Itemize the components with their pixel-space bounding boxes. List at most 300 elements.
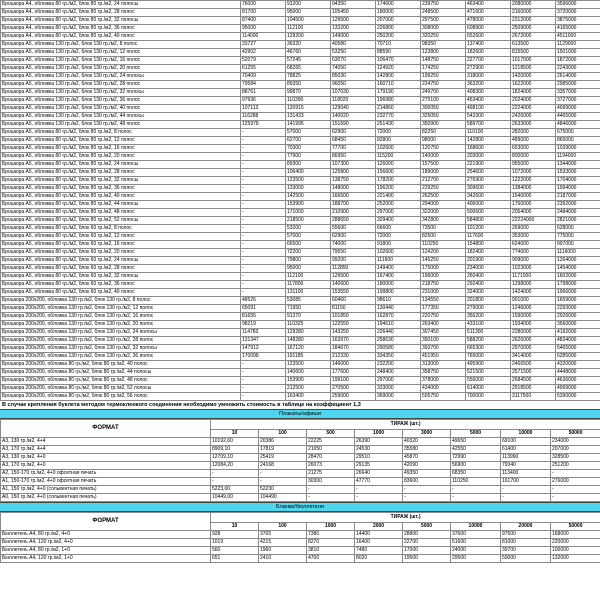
price-cell: 97936 [241,97,286,105]
product-name-cell: Брошюра А5, обложка 80 гр./м2, блок 60 гр./м2, 8 полос [1,225,241,233]
price-cell: 16400 [355,539,403,547]
price-cell: 137400 [466,41,511,49]
price-cell: 196200 [376,185,421,193]
price-cell: 251430 [376,121,421,129]
price-cell: 147912 [241,345,286,353]
quantity-header-cell: 10000 [501,430,551,438]
price-cell: 179190 [376,89,421,97]
price-cell: 86950 [331,153,376,161]
price-cell: 113990 [501,454,551,462]
price-cell: 8909,10 [211,446,259,454]
price-cell: 29510 [355,454,403,462]
quantity-header-cell: 100 [259,430,307,438]
table-row [1,305,600,313]
price-cell: - [241,257,286,265]
price-cell: - [241,385,286,393]
table-row [1,97,600,105]
price-cell: 350100 [421,337,466,345]
price-cell: 334350 [376,353,421,361]
table-row [1,281,600,289]
price-cell: 130440 [376,305,421,313]
price-cell: 652600 [466,33,511,41]
price-cell: 800000 [511,153,556,161]
price-cell: 76000 [241,1,286,9]
product-name-cell: Брошюра 200х200, обложка 80 гр./м2, блок 80 гр./м2, 56 полос [1,393,241,401]
price-cell: 95000 [286,265,331,273]
price-cell: 212500 [286,385,331,393]
price-cell: 70710 [376,41,421,49]
price-cell: 199800 [376,289,421,297]
price-cell: 98000 [421,137,466,145]
price-cell: - [241,393,286,401]
price-cell: 7380 [307,531,355,539]
table-row [1,177,600,185]
price-cell: 297500 [421,17,466,25]
price-cell: 212700 [421,177,466,185]
price-cell: 142500 [286,193,331,201]
price-cell: 20386 [259,438,307,446]
price-cell: 263400 [421,321,466,329]
price-cell: 196980 [376,97,421,105]
product-name-cell: Брошюра 200х200, обложка 80 гр./м2, блок 80 гр./м2, 52 полосы [1,385,241,393]
product-name-cell: Брошюра А5, обложка 130 гр./м2, блок 130 гр./м2, 44 полосы [1,113,241,121]
ballots-format-header: ФОРМАТ [1,513,211,531]
table-row [1,486,600,494]
table-row [1,361,600,369]
product-name-cell: Брошюра А5, обложка 130 гр./м2, блок 130 гр./м2, 12 полос [1,49,241,57]
product-name-cell: Брошюра А5, обложка 130 гр./м2, блок 130 гр./м2, 48 полос [1,121,241,129]
price-cell: 248500 [421,9,466,17]
price-cell: 313000 [421,361,466,369]
product-name-cell: Брошюра А5, обложка 80 гр./м2, блок 60 гр./м2, 24 полосы [1,257,241,265]
price-cell: 140000 [421,153,466,161]
quantity-header-cell: 20000 [501,523,551,531]
price-cell: 1704000 [556,177,600,185]
price-cell: 140600 [286,369,331,377]
table-row [1,1,600,9]
price-cell: 584800 [466,217,511,225]
price-cell: 297000 [376,209,421,217]
price-cell: - [403,486,451,494]
price-cell: 174250 [421,65,466,73]
price-cell: 160710 [376,81,421,89]
table-row [1,555,600,563]
price-cell: 79340 [501,462,551,470]
price-cell: 49350 [403,470,451,478]
price-cell: 45870 [403,454,451,462]
price-cell: 2054000 [511,209,556,217]
price-cell: 614000 [466,385,511,393]
price-cell: 254600 [466,169,511,177]
table-row [1,369,600,377]
price-cell: 269000 [511,225,556,233]
price-cell: 226440 [376,329,421,337]
price-cell: 125800 [331,169,376,177]
price-cell: 2672000 [511,33,556,41]
product-name-cell: А2, 150-170 гр./м2, 4+0 офсетная печать [1,470,211,478]
price-cell: 69100 [501,438,551,446]
table-row [1,233,600,241]
product-name-cell: Брошюра А5, обложка 80 гр./м2, блок 80 гр./м2, 52 полосы [1,217,241,225]
price-cell: 22225 [307,438,355,446]
price-cell: 1194000 [556,153,600,161]
table-row [1,169,600,177]
price-cell: 61255 [241,65,286,73]
price-cell: 325050 [421,113,466,121]
price-cell: 309600 [466,185,511,193]
price-cell: 110325 [286,321,331,329]
price-cell: 77700 [331,145,376,153]
price-cell: - [551,470,600,478]
price-cell: - [241,281,286,289]
price-cell: 102600 [376,145,421,153]
price-cell: 91200 [286,1,331,9]
price-cell: 48526 [241,297,286,305]
table-row [1,329,600,337]
price-cell: 112100 [286,273,331,281]
price-cell: 98219 [241,321,286,329]
table-row [1,89,600,97]
product-name-cell: Брошюра 200х200, обложка 130 гр./м2, блок 130 гр./м2, 16 полос [1,313,241,321]
price-cell: 61400 [501,446,551,454]
product-name-cell: Брошюра А5, обложка 130 гр./м2, блок 130 гр./м2, 36 полос [1,97,241,105]
price-cell: 363200 [466,81,511,89]
price-cell: 356200 [466,313,511,321]
price-cell: 224750 [421,81,466,89]
price-cell: 8020 [355,555,403,563]
price-cell: 434000 [421,385,466,393]
price-cell: 4846000 [556,121,600,129]
price-cell: 300050 [421,105,466,113]
price-cell: 157500 [421,161,466,169]
price-cell: 104500 [286,17,331,25]
quantity-header-cell: 500 [307,430,355,438]
price-cell: 114783 [241,329,286,337]
table-row [1,137,600,145]
table-row [1,49,600,57]
table-row [1,217,600,225]
price-cell: 100000 [551,547,600,555]
product-name-cell: А3, 170 гр./м2, 4+0 [1,462,211,470]
product-name-cell: Брошюра 200х200, обложка 80 гр./м2, блок 80 гр./м2, 48 полос [1,377,241,385]
price-cell: 288650 [331,217,376,225]
price-cell: 1622000 [511,81,556,89]
price-cell: - [241,225,286,233]
price-cell: 7480 [355,547,403,555]
price-cell: 294000 [421,201,466,209]
price-cell: 1384000 [511,185,556,193]
table-row [1,470,600,478]
quantity-header-cell: 2000 [355,523,403,531]
price-cell: 353000 [511,233,556,241]
price-cell: 79584 [241,81,286,89]
posters-tirazh-header: ТИРАЖ (шт.) [211,420,600,430]
price-cell: 2187000 [556,193,600,201]
price-cell: 101850 [331,313,376,321]
price-cell: 117800 [286,281,331,289]
price-cell: 218750 [421,281,466,289]
price-cell: 189000 [421,169,466,177]
table-row [1,145,600,153]
price-cell: 129200 [286,33,331,41]
price-cell: 156600 [376,169,421,177]
price-cell: 3357000 [556,89,600,97]
price-cell: 124920 [376,65,421,73]
price-cell: 177600 [331,369,376,377]
price-cell: 588200 [466,337,511,345]
price-cell: 214860 [376,105,421,113]
price-cell: - [307,486,355,494]
product-name-cell: Брошюра 200х200, обложка 130 гр./м2, блок 130 гр./м2, 36 полос [1,353,241,361]
price-cell: 6285000 [556,353,600,361]
price-cell: 651 [211,555,259,563]
table-row [1,25,600,33]
price-cell: 175000 [421,265,466,273]
price-cell: 909000 [511,257,556,265]
product-name-cell: Брошюра А5, обложка 130 гр./м2, блок 130 гр./м2, 8 полос [1,41,241,49]
table-row [1,289,600,297]
price-cell: 24168 [259,462,307,470]
price-cell: 68265 [286,65,331,73]
product-name-cell: Брошюра А5, обложка 130 гр./м2, блок 130 гр./м2, 20 полос [1,65,241,73]
product-name-cell: Брошюра А5, обложка 80 гр./м2, блок 80 гр./м2, 16 полос [1,145,241,153]
price-cell: 82800 [376,137,421,145]
price-cell: 5390000 [556,393,600,401]
price-cell: 134550 [421,297,466,305]
price-cell: 406000 [466,201,511,209]
product-name-cell: Брошюра А4, обложка 80 гр./м2, блок 80 гр./м2, 32 полосы [1,17,241,25]
price-cell: 2985000 [556,81,600,89]
price-cell: 30300 [307,478,355,486]
quantity-header-cell: 10000 [451,523,501,531]
price-cell: - [501,486,551,494]
product-name-cell: Брошюра А5, обложка 130 гр./м2, блок 130 гр./м2, 28 полос [1,81,241,89]
price-cell: 997000 [556,241,600,249]
price-cell: - [241,273,286,281]
price-cell: 324000 [466,289,511,297]
price-cell: 98610 [376,297,421,305]
product-name-cell: Брошюра А5, обложка 80 гр./м2, блок 80 гр./м2, 44 полосы [1,201,241,209]
product-name-cell: Брошюра А4, обложка 80 гр./м2, блок 80 гр./м2, 36 полос [1,25,241,33]
price-cell: 107300 [331,161,376,169]
table-row [1,17,600,25]
price-cell: 180000 [376,281,421,289]
price-cell: 142800 [466,137,511,145]
price-cell: 220750 [421,313,466,321]
price-cell: 4636000 [556,377,600,385]
price-cell: 4465000 [556,113,600,121]
price-cell: 290580 [376,345,421,353]
price-cell: 4999000 [556,385,600,393]
price-cell: 500600 [466,209,511,217]
ballots-price-table [0,512,600,563]
product-name-cell: Брошюра 200х200, обложка 130 гр./м2, блок 130 гр./м2, 8 полос [1,297,241,305]
price-cell: 3810 [307,547,355,555]
price-cell: 120750 [421,145,466,153]
price-cell: - [241,209,286,217]
price-cell: 129500 [331,17,376,25]
quantity-header-cell: 100 [259,523,307,531]
product-name-cell: Брошюра А5, обложка 130 гр./м2, блок 130 гр./м2, 24 полосы [1,73,241,81]
price-cell: 505750 [421,393,466,401]
price-cell: 42550 [451,446,501,454]
price-cell: 140020 [331,113,376,121]
price-cell: 221900 [466,161,511,169]
price-cell: 123500 [286,177,331,185]
table-row [1,57,600,65]
price-cell: 700000 [466,393,511,401]
table-row [1,65,600,73]
price-cell: 272900 [466,65,511,73]
price-cell: 4834000 [556,337,600,345]
price-cell: 153900 [286,201,331,209]
price-cell: 378000 [421,377,466,385]
quantity-header-cell: 50000 [551,430,600,438]
product-name-cell: Брошюра А5, обложка 80 гр./м2, блок 80 гр./м2, 48 полос [1,209,241,217]
price-cell: 297000 [376,377,421,385]
price-cell: 177350 [421,305,466,313]
price-cell: 81150 [331,305,376,313]
product-name-cell: Брошюра А5, обложка 80 гр./м2, блок 80 гр./м2, 12 полос [1,137,241,145]
price-cell: - [241,137,286,145]
price-cell: 148750 [421,57,466,65]
price-cell: - [241,185,286,193]
price-cell: 81700 [241,9,286,17]
price-cell: 239750 [421,1,466,9]
price-cell: 8270 [307,539,355,547]
price-cell: 153900 [286,377,331,385]
price-cell: 81655 [241,313,286,321]
price-cell: 110390 [286,97,331,105]
price-cell: 1420000 [511,73,556,81]
price-cell: 210900 [331,209,376,217]
price-cell: 1017000 [511,57,556,65]
price-cell: 70409 [241,73,286,81]
product-name-cell: Брошюра 200х200, обложка 80 гр./м2, блок 80 гр./м2, 44 полосы [1,369,241,377]
quantity-header-cell: 3000 [403,430,451,438]
price-cell: 12709,10 [211,454,259,462]
price-cell: 87400 [241,17,286,25]
table-row [1,321,600,329]
price-cell: 46760 [286,49,331,57]
price-cell: 2280000 [511,329,556,337]
price-cell: 358750 [421,369,466,377]
price-cell: 116288 [241,113,286,121]
price-cell: 498100 [466,105,511,113]
price-cell: 39700 [501,547,551,555]
price-cell: 174600 [376,1,421,9]
table-row [1,478,600,486]
price-cell: 126000 [376,161,421,169]
price-cell: 129040 [331,105,376,113]
price-cell: 56900 [451,462,501,470]
price-cell: 19500 [403,555,451,563]
price-cell: - [451,494,501,502]
price-cell: 22700 [403,539,451,547]
price-cell: - [241,129,286,137]
price-cell: 123500 [286,361,331,369]
price-cell: 2684500 [511,377,556,385]
price-cell: 4165000 [556,25,600,33]
price-cell: 543300 [466,113,511,121]
price-cell: 81000 [501,539,551,547]
price-cell: 322000 [421,209,466,217]
price-cell: 65091 [241,305,286,313]
price-cell: 248400 [376,369,421,377]
price-cell: 57000 [286,129,331,137]
price-cell: 101200 [466,225,511,233]
price-cell: 131347 [241,337,286,345]
price-cell: - [241,233,286,241]
table-row [1,73,600,81]
price-cell: 71950 [286,305,331,313]
price-cell: 408300 [466,89,511,97]
price-cell: 24000 [451,547,501,555]
price-cell: 77900 [286,153,331,161]
price-cell: 221400 [376,193,421,201]
price-cell: 2080000 [511,1,556,9]
price-cell: 1659000 [556,297,600,305]
price-cell: 21050 [307,446,355,454]
price-cell: 53250 [331,49,376,57]
price-cell: 232770 [376,113,421,121]
price-cell: 88761 [241,89,286,97]
price-cell: 124200 [421,249,466,257]
price-cell: 182400 [466,249,511,257]
price-cell: 203000 [466,153,511,161]
quantity-header-cell: 5000 [403,523,451,531]
price-cell: 53200 [286,225,331,233]
price-cell: - [211,470,259,478]
price-cell: 129280 [286,329,331,337]
price-cell: 4448000 [556,369,600,377]
price-cell: - [451,486,501,494]
price-cell: 3720000 [556,9,600,17]
price-cell: 133000 [286,185,331,193]
price-cell: 628000 [556,225,600,233]
price-cell: 148280 [286,337,331,345]
price-cell: - [241,169,286,177]
posters-section-band: Плакаты/афиши [0,409,600,419]
table-row [1,547,600,555]
price-cell: 292400 [466,281,511,289]
price-cell: - [259,470,307,478]
thermal-binding-note: В случае крепления буклета методом термоклеевого соединения необходимо умножить стоимость в таблице на коэффициент 1,3 [2,402,361,408]
price-cell: 2918500 [511,385,556,393]
product-name-cell: Бюллетень А4, 80 гр./м2, 4+0 [1,531,211,539]
table-row [1,297,600,305]
ballots-tirazh-header: ТИРАЖ (шт.) [211,513,600,523]
price-cell: 329400 [376,217,421,225]
price-cell: 168000 [551,531,600,539]
price-cell: 4700 [307,555,355,563]
price-cell: 218500 [286,217,331,225]
product-name-cell: А0, 150 гр./м2, 4+0 (сольвентная печать) [1,494,211,502]
price-cell: 453400 [466,97,511,105]
price-cell: 250200 [376,33,421,41]
price-cell: 259000 [331,393,376,401]
table-row [1,105,600,113]
price-cell: 1602000 [556,273,600,281]
price-cell: 85030 [331,73,376,81]
table-row [1,353,600,361]
price-cell: 226800 [376,25,421,33]
price-cell: 88590 [376,49,421,57]
price-cell: 115200 [376,153,421,161]
price-cell: 901000 [511,297,556,305]
price-cell: 49650 [451,438,501,446]
price-cell: 96050 [331,81,376,89]
